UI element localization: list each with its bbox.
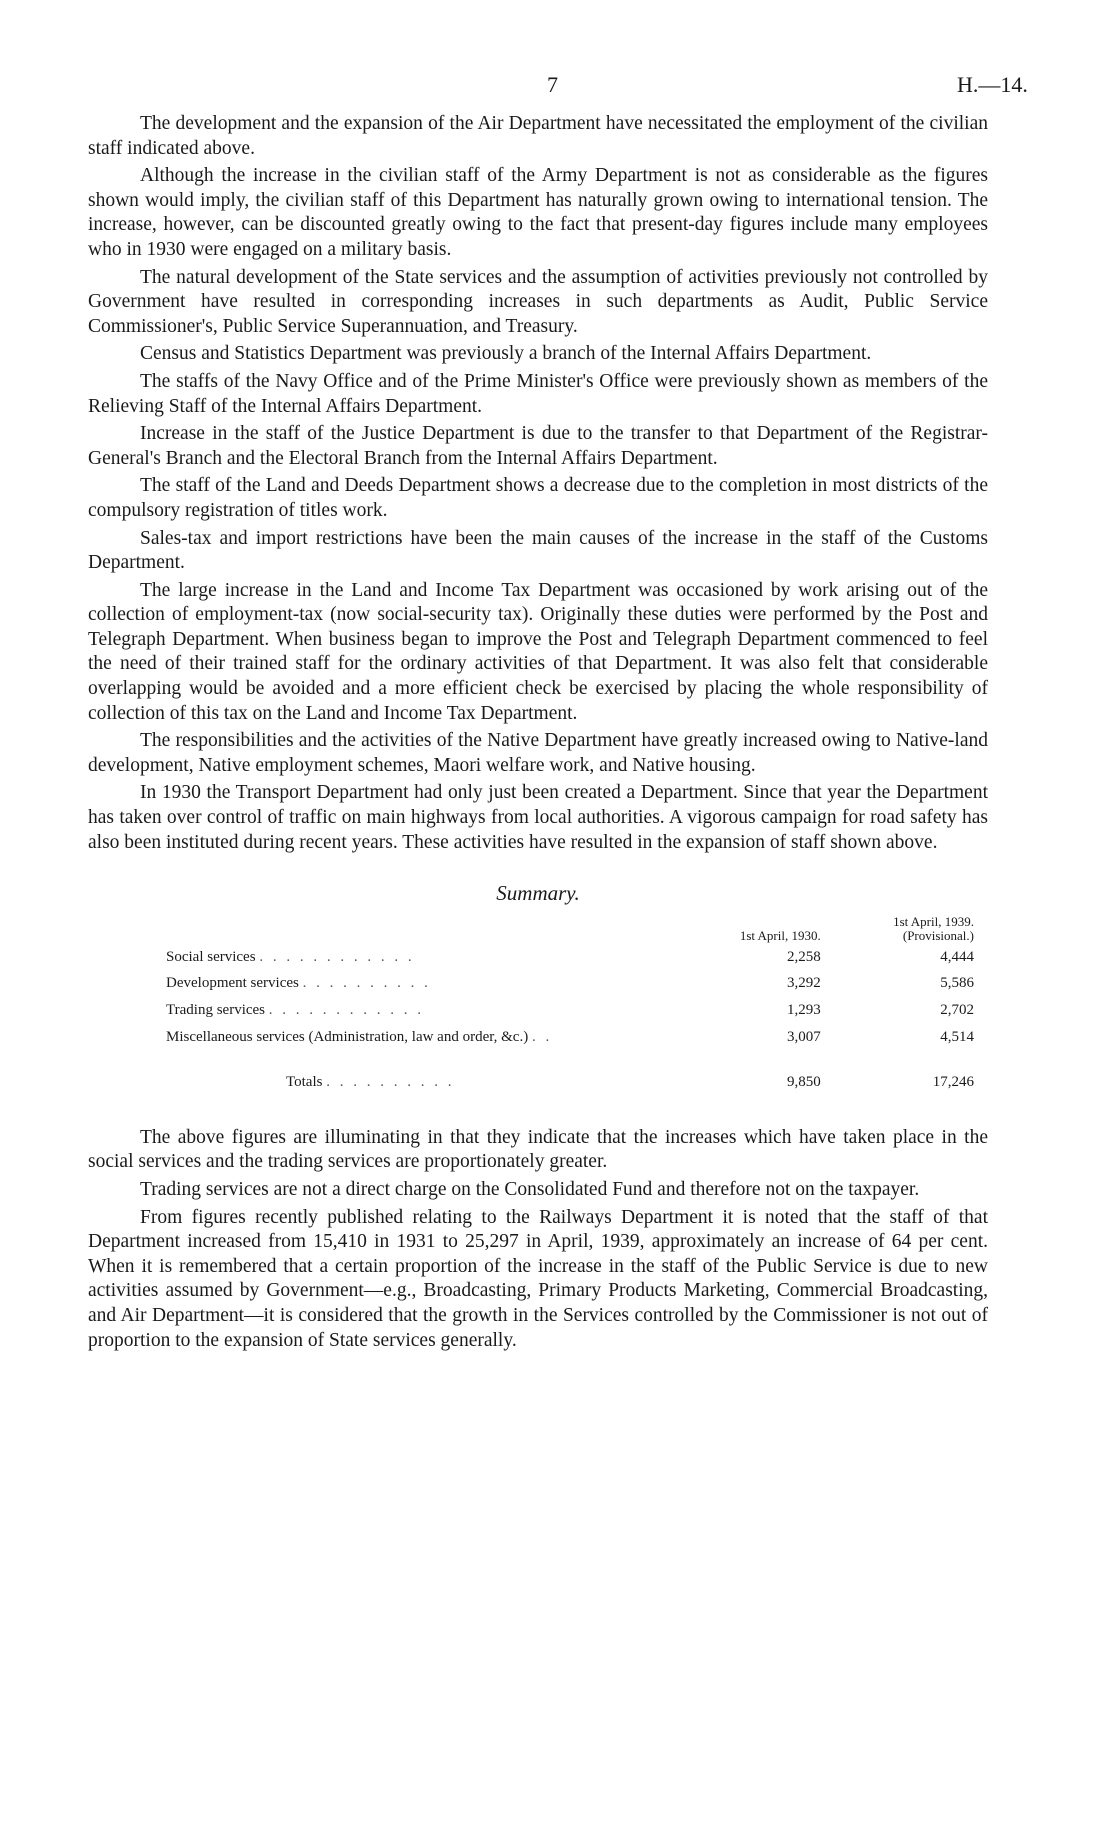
value-1930: 3,292 — [786, 975, 821, 992]
value-1939: 2,702 — [940, 1002, 974, 1018]
table-row — [166, 1024, 996, 1051]
paragraph: The natural development of the State services and the assumption of activities previously not controlled by Government have resulted in corresponding increases in such departments as Audit, Public Service Commissioner's, Public Service Superannuation, and Treasury. — [88, 266, 988, 337]
value-1939: 5,586 — [940, 975, 974, 992]
table-row — [166, 970, 996, 997]
paragraph: The development and the expansion of the Air Department have necessitated the employment of the civilian staff indicated above. — [88, 113, 988, 159]
leader-dots: . . . . . . . . . . — [302, 975, 431, 992]
page-number: 7 — [547, 72, 558, 97]
summary-table — [166, 914, 996, 1096]
row-label: Trading services — [166, 1002, 266, 1018]
table-row — [166, 997, 996, 1024]
page-reference: H.—14. — [957, 72, 1028, 97]
row-label: Miscellaneous services (Administration, law and order, &c.) — [166, 1028, 529, 1045]
paragraph: Increase in the staff of the Justice Department is due to the transfer to that Department of the Registrar-General's Branch and the Electoral Branch from the Internal Affairs Department. — [88, 423, 988, 469]
summary-title: Summary. — [496, 881, 580, 906]
paragraph: Trading services are not a direct charge on the Consolidated Fund and therefore not on the taxpayer. — [140, 1178, 920, 1200]
paragraph: In 1930 the Transport Department had only just been created a Department. Since that year the Department has taken over control of traffic on main highways from local authorities. A vigorous campaign for road safety has also been instituted during recent years. These activities have resulted in the expansion of staff shown above. — [88, 782, 988, 853]
table-header-row — [166, 914, 996, 944]
paragraph: Sales-tax and import restrictions have been the main causes of the increase in the staff of the Customs Department. — [88, 527, 988, 574]
paragraph: The responsibilities and the activities of the Native Department have greatly increased owing to Native-land development, Native employment schemes, Maori welfare work, and Native housing. — [88, 730, 988, 776]
totals-row — [166, 1050, 996, 1096]
paragraph: Although the increase in the civilian staff of the Army Department is not as considerable as the figures shown would imply, the civilian staff of this Department has naturally grown owing to international tension. The increase, however, can be discounted greatly owing to the fact that present-day figures include many employees who in 1930 were engaged on a military basis. — [88, 165, 988, 260]
paragraph: The large increase in the Land and Income Tax Department was occasioned by work arising out of the collection of employment-tax (now social-security tax). Originally these duties were performed by the Post and Telegraph Department. When business began to improve the Post and Telegraph Department commenced to feel the need of their trained staff for the ordinary activities of that Department. It was also felt that considerable overlapping would be avoided and a more efficient check be exercised by placing the whole responsibility of collection of this tax on the Land and Income Tax Department. — [88, 579, 988, 724]
paragraph: From figures recently published relating to the Railways Department it is noted that the staff of that Department increased from 15,410 in 1931 to 25,297 in April, 1939, approximately an increase of 64 per cent. When it is remembered that a certain proportion of the increase in the staff of the Public Service is due to new activities assumed by Government—e.g., Broadcasting, Primary Products Marketing, Commercial Broadcasting, and Air Department—it is considered that the growth in the Services controlled by the Commissioner is not out of proportion to the expansion of State services generally. — [88, 1206, 988, 1351]
paragraph: Census and Statistics Department was previously a branch of the Internal Affairs Department. — [140, 343, 872, 365]
leader-dots: . . . . . . . . . . — [326, 1074, 455, 1091]
total-1930: 9,850 — [786, 1074, 821, 1091]
leader-dots: . . . . . . . . . . . . — [268, 1002, 425, 1018]
row-label: Social services — [166, 948, 256, 965]
leader-dots: . . — [531, 1028, 553, 1045]
leader-dots: . . . . . . . . . . . . — [259, 948, 415, 965]
value-1930: 1,293 — [786, 1002, 821, 1018]
document-body — [88, 112, 988, 1356]
paragraph: The staffs of the Navy Office and of the Prime Minister's Office were previously shown as members of the Relieving Staff of the Internal Affairs Department. — [88, 370, 988, 417]
value-1939: 4,444 — [940, 948, 974, 965]
closing-section — [88, 1126, 988, 1353]
paragraph: The above figures are illuminating in that they indicate that the increases which have taken place in the social services and the trading services are proportionately greater. — [88, 1126, 988, 1173]
totals-label: Totals — [286, 1074, 323, 1091]
value-1939: 4,514 — [940, 1028, 974, 1045]
value-1930: 2,258 — [786, 948, 821, 965]
value-1930: 3,007 — [786, 1028, 821, 1045]
paragraph: The staff of the Land and Deeds Department shows a decrease due to the completion in most districts of the compulsory registration of titles work. — [88, 475, 988, 521]
column-header-1939: 1st April, 1939. (Provisional.) — [893, 913, 974, 943]
total-1939: 17,246 — [932, 1074, 974, 1091]
table-row — [166, 944, 996, 971]
column-header-1930: 1st April, 1930. — [739, 927, 821, 943]
row-label: Development services — [166, 975, 299, 992]
